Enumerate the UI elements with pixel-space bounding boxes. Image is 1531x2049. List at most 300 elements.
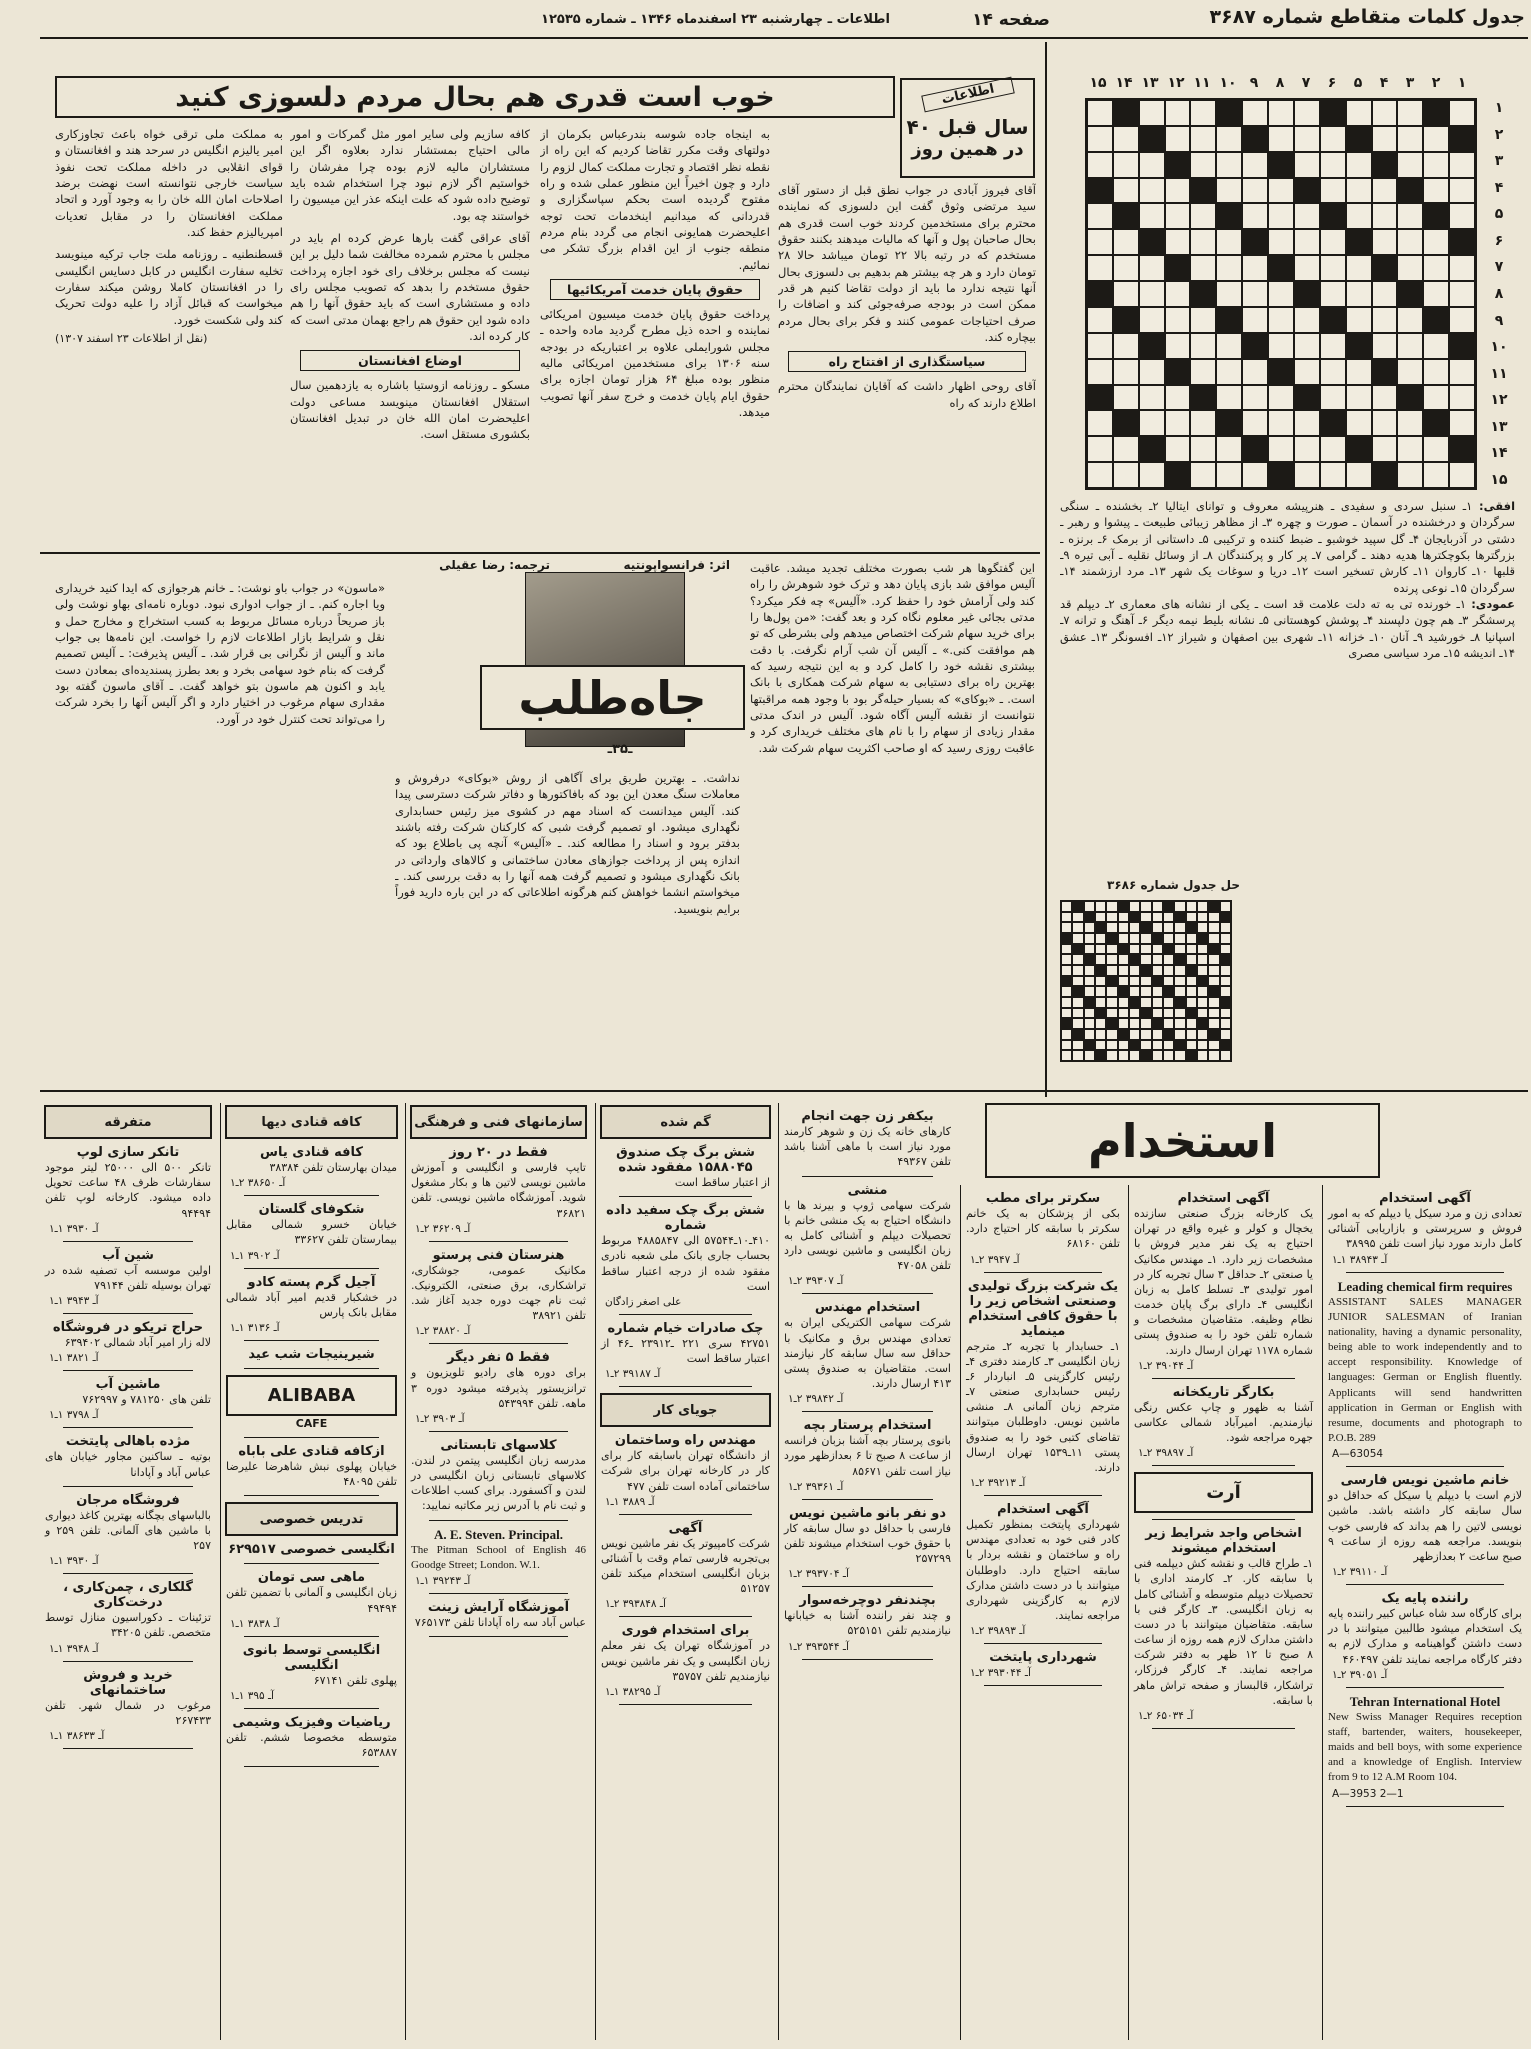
crossword-black-cell [1139, 126, 1165, 152]
crossword-cell[interactable] [1294, 410, 1320, 436]
crossword-cell[interactable] [1113, 385, 1139, 411]
crossword-cell[interactable] [1087, 255, 1113, 281]
crossword-cell[interactable] [1268, 229, 1294, 255]
header-rule [40, 37, 1528, 39]
article-col-3-text: کافه سازیم ولی سایر امور مثل گمرکات و امور مالی احتیاج بمستشار ندارد بعلاوه اگر این مستشاران مالیه لازم بوده چرا مفرشان را خواستیم اگر لازم نبود چرا استخدام شده باید توضیح داده شود که علت اینکه عذر این میسیون را خواستند چه بود. [290, 127, 530, 223]
crossword-cell[interactable] [1139, 152, 1165, 178]
crossword-cell[interactable] [1268, 385, 1294, 411]
crossword-cell[interactable] [1372, 203, 1398, 229]
solution-black-cell [1220, 954, 1231, 965]
solution-cell [1072, 933, 1083, 944]
classified-ad [406, 1248, 591, 1345]
solution-cell [1140, 1040, 1151, 1051]
solution-cell [1084, 1029, 1095, 1040]
crossword-cell[interactable] [1087, 152, 1113, 178]
crossword-cell[interactable] [1423, 462, 1449, 488]
crossword-cell[interactable] [1087, 333, 1113, 359]
classified-section-banner: جویای کار [600, 1393, 771, 1427]
solution-cell [1174, 901, 1185, 912]
crossword-cell[interactable] [1165, 281, 1191, 307]
crossword-cell[interactable] [1449, 462, 1475, 488]
crossword-cell[interactable] [1372, 410, 1398, 436]
solution-cell [1197, 944, 1208, 955]
crossword-cell[interactable] [1242, 255, 1268, 281]
crossword-cell[interactable] [1320, 152, 1346, 178]
crossword-cell[interactable] [1397, 203, 1423, 229]
classified-separator [1152, 1728, 1295, 1729]
crossword-cell[interactable] [1423, 281, 1449, 307]
classified-ad-body: از دانشگاه تهران باسابقه کار برای کار در کارخانه تهران برای شرکت ساختمانی آماده است تلفن ۴۷۷ [601, 1449, 770, 1493]
crossword-cell[interactable] [1320, 462, 1346, 488]
crossword-cell[interactable] [1294, 100, 1320, 126]
crossword-cell[interactable] [1294, 307, 1320, 333]
crossword-black-cell [1294, 178, 1320, 204]
solution-black-cell [1118, 986, 1129, 997]
crossword-cell[interactable] [1449, 203, 1475, 229]
crossword-cell[interactable] [1216, 229, 1242, 255]
crossword-cell[interactable] [1113, 152, 1139, 178]
crossword-cell[interactable] [1087, 126, 1113, 152]
classified-ad-body: مکانیک عمومی، جوشکاری، تراشکاری، برق صنعتی، الکترونیک. ثبت نام جهت دوره جدید آغاز شد. تلفن ۳۸۹۲۱ [411, 1263, 586, 1323]
crossword-cell[interactable] [1216, 385, 1242, 411]
solution-black-cell [1197, 1018, 1208, 1029]
crossword-cell[interactable] [1139, 100, 1165, 126]
solution-cell [1061, 1050, 1072, 1061]
crossword-cell[interactable] [1139, 385, 1165, 411]
solution-black-cell [1084, 912, 1095, 923]
crossword-cell[interactable] [1113, 462, 1139, 488]
crossword-cell[interactable] [1190, 307, 1216, 333]
classified-ad [1129, 1191, 1318, 1379]
article-bottom-rule [40, 552, 1040, 554]
crossword-cell[interactable] [1087, 436, 1113, 462]
solution-cell [1072, 965, 1083, 976]
crossword-cell[interactable] [1268, 410, 1294, 436]
crossword-cell[interactable] [1397, 462, 1423, 488]
crossword-cell[interactable] [1449, 307, 1475, 333]
crossword-cell[interactable] [1216, 152, 1242, 178]
crossword-cell[interactable] [1190, 462, 1216, 488]
classified-ad-title: مژده باهالی پایتخت [65, 1434, 191, 1450]
classified-ad [406, 1350, 591, 1432]
crossword-cell[interactable] [1087, 410, 1113, 436]
crossword-cell[interactable] [1423, 152, 1449, 178]
crossword-cell[interactable] [1397, 229, 1423, 255]
solution-cell [1208, 1008, 1219, 1019]
solution-cell [1061, 944, 1072, 955]
classified-ad-title: Leading chemical firm requires [1337, 1278, 1513, 1294]
crossword-cell[interactable] [1165, 203, 1191, 229]
crossword-cell[interactable] [1397, 152, 1423, 178]
solution-cell [1163, 976, 1174, 987]
crossword-cell[interactable] [1320, 359, 1346, 385]
crossword-col-number: ۹ [1249, 75, 1259, 91]
crossword-cell[interactable] [1216, 333, 1242, 359]
crossword-cell[interactable] [1423, 333, 1449, 359]
crossword-cell[interactable] [1113, 126, 1139, 152]
crossword-cell[interactable] [1397, 126, 1423, 152]
solution-cell [1084, 965, 1095, 976]
classified-ad [779, 1109, 956, 1177]
crossword-cell[interactable] [1113, 359, 1139, 385]
solution-black-cell [1118, 1029, 1129, 1040]
crossword-black-cell [1165, 462, 1191, 488]
crossword-cell[interactable] [1087, 203, 1113, 229]
crossword-cell[interactable] [1449, 281, 1475, 307]
crossword-cell[interactable] [1268, 307, 1294, 333]
classified-ad-title: آموزشگاه آرایش زینت [427, 1599, 570, 1615]
crossword-cell[interactable] [1165, 126, 1191, 152]
classified-ad-body: بالباسهای بچگانه بهترین کاغذ دیواری با ماشین های آلمانی. تلفن ۲۵۹ و ۲۵۷ [45, 1508, 211, 1553]
crossword-cell[interactable] [1320, 436, 1346, 462]
crossword-cell[interactable] [1139, 307, 1165, 333]
story-col-2: نداشت. ـ بهترین طریق برای آگاهی از روش «بوکای» درفروش و معاملات سنگ معدن این بود که بافاکتورها و دفاتر شرکت دسترسی پیدا کند. آلیس میدانست که اسناد مهم در کشوی میز رئیس حسابداری نگهداری میشود. او تصمیم گرفت شبی که کارکنان شرکت رفته باشند بدفتر برود و اسناد را مطالعه کند. ـ «آلیس» آنچه پی باطلاع بود که اندازه پس از پرداخت جوازهای معادن ساختمانی و کالاهای وارداتی در بانک نگهداری میشود و تصمیم گرفت همه آنها را به دقت بررسی کند. ـ میخواستم انشما خواهش کنم هرگونه اطلاعاتی که در این باره دارید فوراً برایم بنویسید. [395, 771, 740, 916]
crossword-cell[interactable] [1165, 436, 1191, 462]
crossword-cell[interactable] [1165, 307, 1191, 333]
crossword-cell[interactable] [1190, 152, 1216, 178]
classified-col-5 [595, 1103, 775, 2040]
crossword-cell[interactable] [1242, 359, 1268, 385]
crossword-cell[interactable] [1268, 203, 1294, 229]
crossword-cell[interactable] [1294, 203, 1320, 229]
crossword-cell[interactable] [1242, 307, 1268, 333]
classified-ad-title: شهرداری پایتخت [989, 1650, 1097, 1666]
classified-ad-body: در آموزشگاه تهران یک نفر معلم زبان انگلیسی و یک نفر ماشین نویس نیازمندیم تلفن ۳۵۷۵۷ [601, 1639, 770, 1683]
crossword-cell[interactable] [1190, 410, 1216, 436]
classified-ad-code: آـ ۳۹۳۰ ۱ـ۱ [49, 1222, 99, 1235]
crossword-cell[interactable] [1346, 178, 1372, 204]
crossword-cell[interactable] [1113, 255, 1139, 281]
crossword-cell[interactable] [1397, 410, 1423, 436]
crossword-cell[interactable] [1190, 359, 1216, 385]
classified-ad [40, 1434, 216, 1486]
crossword-cell[interactable] [1139, 410, 1165, 436]
crossword-cell[interactable] [1165, 229, 1191, 255]
crossword-cell[interactable] [1320, 281, 1346, 307]
crossword-cell[interactable] [1397, 436, 1423, 462]
crossword-cell[interactable] [1139, 255, 1165, 281]
crossword-grid[interactable] [1085, 98, 1477, 490]
solution-cell [1197, 954, 1208, 965]
crossword-cell[interactable] [1294, 462, 1320, 488]
crossword-cell[interactable] [1294, 436, 1320, 462]
crossword-black-cell [1190, 178, 1216, 204]
classified-ad-body: آشنا به ظهور و چاپ عکس رنگی نیازمندیم. امیرآباد شمالی عکاسی جهره مراجعه شود. [1134, 1400, 1313, 1445]
crossword-cell[interactable] [1139, 178, 1165, 204]
solution-cell [1152, 965, 1163, 976]
classified-ad [961, 1191, 1125, 1273]
crossword-cell[interactable] [1165, 385, 1191, 411]
classified-ad [779, 1418, 956, 1500]
crossword-cell[interactable] [1294, 255, 1320, 281]
crossword-cell[interactable] [1423, 359, 1449, 385]
solution-cell [1174, 1018, 1185, 1029]
crossword-cell[interactable] [1320, 333, 1346, 359]
crossword-cell[interactable] [1449, 255, 1475, 281]
crossword-cell[interactable] [1268, 100, 1294, 126]
crossword-cell[interactable] [1294, 229, 1320, 255]
crossword-cell[interactable] [1423, 229, 1449, 255]
crossword-cell[interactable] [1216, 178, 1242, 204]
classified-ad [779, 1593, 956, 1659]
crossword-cell[interactable] [1242, 410, 1268, 436]
crossword-cell[interactable] [1372, 281, 1398, 307]
solution-cell [1129, 1029, 1140, 1040]
solution-cell [1106, 901, 1117, 912]
solution-black-cell [1095, 1008, 1106, 1019]
crossword-cell[interactable] [1372, 333, 1398, 359]
crossword-cell[interactable] [1087, 359, 1113, 385]
crossword-cell[interactable] [1423, 385, 1449, 411]
crossword-cell[interactable] [1372, 100, 1398, 126]
crossword-cell[interactable] [1346, 359, 1372, 385]
classified-ad-title: فقط ۵ نفر دیگر [447, 1350, 550, 1366]
crossword-cell[interactable] [1113, 281, 1139, 307]
classified-ad [596, 1433, 775, 1515]
crossword-cell[interactable] [1113, 229, 1139, 255]
classified-ad-body: بانوی پرستار بچه آشنا بزبان فرانسه از ساعت ۸ صبح تا ۶ بعدازظهر مورد نیاز است تلفن ۸۵۶۷۱ [784, 1434, 952, 1478]
crossword-cell[interactable] [1423, 178, 1449, 204]
solution-cell [1220, 986, 1231, 997]
crossword-cell[interactable] [1268, 333, 1294, 359]
crossword-cell[interactable] [1423, 255, 1449, 281]
crossword-cell[interactable] [1242, 203, 1268, 229]
crossword-cell[interactable] [1242, 462, 1268, 488]
solution-cell [1072, 922, 1083, 933]
classified-ad-code: آـ ۳۹۰۲ ۱ـ۱ [230, 1249, 280, 1262]
classified-ad-code: آـ ۳۶۲۰۹ ۲ـ۱ [415, 1222, 471, 1235]
estekhdam-label: استخدام [1088, 1113, 1277, 1168]
crossword-cell[interactable] [1449, 359, 1475, 385]
crossword-cell[interactable] [1190, 333, 1216, 359]
solution-cell [1152, 997, 1163, 1008]
crossword-cell[interactable] [1113, 178, 1139, 204]
crossword-cell[interactable] [1268, 126, 1294, 152]
crossword-cell[interactable] [1216, 359, 1242, 385]
crossword-cell[interactable] [1346, 100, 1372, 126]
solution-cell [1220, 944, 1231, 955]
classified-ad [221, 1347, 402, 1369]
crossword-cell[interactable] [1087, 307, 1113, 333]
crossword-cell[interactable] [1216, 281, 1242, 307]
crossword-cell[interactable] [1397, 100, 1423, 126]
classified-ad-title: ALIBABA [226, 1375, 397, 1416]
crossword-cell[interactable] [1087, 229, 1113, 255]
solution-black-cell [1084, 954, 1095, 965]
classified-section-banner: متفرقه [44, 1105, 212, 1139]
classified-ad-code: آـ ۳۹۱۸۷ ۲ـ۱ [605, 1368, 661, 1381]
solution-cell [1095, 1040, 1106, 1051]
crossword-cell[interactable] [1294, 359, 1320, 385]
crossword-cell[interactable] [1372, 126, 1398, 152]
crossword-cell[interactable] [1190, 436, 1216, 462]
classified-ad-title: یک شرکت بزرگ تولیدی وصنعتی اشخاص زیر را با حقوق کافی استخدام مینماید [967, 1278, 1119, 1339]
classified-separator [63, 1427, 193, 1428]
classified-separator [429, 1636, 568, 1637]
crossword-col-number: ۱ [1457, 75, 1467, 91]
solution-cell [1129, 922, 1140, 933]
story-col-1: «ماسون» در جواب باو نوشت: ـ خانم هرجوازی که ایدا کنید خریداری ویا اجاره کنم. ـ از جواب ادواری نبود. دوباره نامه‌ای بهاو نوشت ولی باز صریحاً درباره مسائل مربوط به کسب استخراج و مخارج حمل و نقل و شرایط بازار اطلاعات لازم را خواست. این نامه‌ها بی جواب ماند و آلیس از نگرانی بی قرار شد. ـ آلیس پذیرفت: ـ آلیس تصمیم گرفت که بنام خود سهامی بخرد و بعد بطرز پسندیده‌ای بمعادن دست یابد و اکنون هم ماسون بتو خواهد گفت. ـ آقای ماسون گفته بود مقداری سهام مرغوب در اختیار دارد و اگر آلیس آنها را بخرد شرکت را می‌تواند تحت کنترل خود در آورد. [55, 581, 385, 726]
solution-cell [1084, 1018, 1095, 1029]
solution-cell [1163, 912, 1174, 923]
classified-separator [1346, 1466, 1504, 1467]
classified-ad-body: میدان بهارستان تلفن ۳۸۳۸۴ [269, 1161, 397, 1174]
classified-separator [802, 1499, 933, 1500]
classified-separator [1346, 1806, 1504, 1807]
crossword-cell[interactable] [1372, 178, 1398, 204]
solution-cell [1095, 944, 1106, 955]
crossword-cell[interactable] [1113, 333, 1139, 359]
crossword-cell[interactable] [1216, 126, 1242, 152]
crossword-cell[interactable] [1294, 152, 1320, 178]
crossword-cell[interactable] [1087, 462, 1113, 488]
classified-separator [429, 1431, 568, 1432]
crossword-cell[interactable] [1190, 100, 1216, 126]
crossword-cell[interactable] [1346, 255, 1372, 281]
crossword-cell[interactable] [1242, 100, 1268, 126]
crossword-cell[interactable] [1268, 436, 1294, 462]
crossword-black-cell [1346, 126, 1372, 152]
crossword-cell[interactable] [1139, 462, 1165, 488]
classified-ad-title: خرید و فروش ساختمانهای [83, 1667, 173, 1698]
crossword-cell[interactable] [1346, 152, 1372, 178]
crossword-cell[interactable] [1372, 229, 1398, 255]
solution-cell [1186, 1018, 1197, 1029]
crossword-black-cell [1372, 152, 1398, 178]
crossword-cell[interactable] [1242, 178, 1268, 204]
classified-ad-body: یک کارخانه بزرگ صنعتی سازنده یخچال و کولر و غیره واقع در تهران احتیاج به یک نفر مدیر فروش با مشخصات زیر دارد. ۱ـ مهندس مکانیک یا صنعتی ۲ـ حداقل ۳ سال تجربه کار در امور تولیدی ۳ـ تسلط کامل به زبان انگلیسی ۴ـ دارای برگ پایان خدمت نظام وظیفه. متقاضیان مشخصات و شماره تلفن خود را به صندوق پستی شماره ۱۱۷۸ تهران ارسال دارند. [1133, 1207, 1313, 1357]
solution-cell [1220, 1018, 1231, 1029]
crossword-cell[interactable] [1320, 126, 1346, 152]
crossword-cell[interactable] [1294, 126, 1320, 152]
crossword-cell[interactable] [1190, 255, 1216, 281]
crossword-cell[interactable] [1165, 178, 1191, 204]
crossword-cell[interactable] [1320, 229, 1346, 255]
classified-ad-code: آـ ۳۸۲۹۵ ۱ـ۱ [605, 1685, 661, 1698]
crossword-cell[interactable] [1346, 410, 1372, 436]
classified-ad-title: آگهی استخدام [1177, 1191, 1270, 1206]
classified-ad [40, 1580, 216, 1661]
classified-ad [221, 1715, 402, 1767]
crossword-cell[interactable] [1165, 100, 1191, 126]
solution-cell [1106, 1008, 1117, 1019]
crossword-cell[interactable] [1139, 203, 1165, 229]
classified-ad-body: از اعتبار ساقط است [674, 1176, 770, 1189]
crossword-cell[interactable] [1346, 385, 1372, 411]
classified-ad [40, 1493, 216, 1575]
crossword-cell[interactable] [1268, 178, 1294, 204]
crossword-cell[interactable] [1139, 359, 1165, 385]
solution-black-cell [1072, 901, 1083, 912]
crossword-cell[interactable] [1372, 385, 1398, 411]
crossword-cell[interactable] [1139, 281, 1165, 307]
crossword-cell[interactable] [1190, 229, 1216, 255]
crossword-black-cell [1372, 255, 1398, 281]
crossword-cell[interactable] [1113, 436, 1139, 462]
classified-ad-body: تایپ فارسی و انگلیسی و آموزش ماشین نویسی لاتین ها و بکار مشغول شوید. آموزشگاه ماشین نویسی. تلفن ۳۶۸۲۱ [411, 1161, 586, 1220]
crossword-cell[interactable] [1346, 281, 1372, 307]
crossword-cell[interactable] [1242, 385, 1268, 411]
classified-ad-body: بوتیه ـ ساکنین مجاور خیابان های عباس آباد و آپادانا [45, 1450, 211, 1479]
crossword-cell[interactable] [1268, 281, 1294, 307]
article-col-4 [55, 126, 283, 546]
crossword-cell[interactable] [1397, 359, 1423, 385]
crossword-cell[interactable] [1216, 436, 1242, 462]
crossword-cell[interactable] [1165, 333, 1191, 359]
crossword-cell[interactable] [1449, 410, 1475, 436]
solution-cell [1152, 912, 1163, 923]
solution-cell [1106, 986, 1117, 997]
classified-ad-code: آـ ۶۵۰۳۴ ۲ـ۱ [1138, 1709, 1194, 1722]
crossword-cell[interactable] [1449, 100, 1475, 126]
crossword-cell[interactable] [1190, 126, 1216, 152]
classified-ad-body: ۱ـ طراح قالب و نقشه کش دیپلمه فنی با سابقه کار. ۲ـ کارمند اداری با تحصیلات دیپلم متوسطه و آشنائی کامل به زبان انگلیسی. ۳ـ کارگر فنی با سابقه. متقاضیان میتوانند با در دست داشتن مدارک لازم همه روزه از ساعت ۸ صبح تا ۱۲ ظهر به دفتر شرکت مراجعه نمایند. ۴ـ کارگر فرزکار، تراشکار، قالبساز و صفحه تراش ماهر با سابقه. [1134, 1557, 1314, 1707]
solution-cell [1208, 997, 1219, 1008]
crossword-cell[interactable] [1242, 152, 1268, 178]
crossword-black-cell [1268, 152, 1294, 178]
crossword-cell[interactable] [1346, 462, 1372, 488]
solution-cell [1174, 933, 1185, 944]
crossword-cell[interactable] [1346, 307, 1372, 333]
solution-cell [1072, 954, 1083, 965]
crossword-cell[interactable] [1423, 126, 1449, 152]
crossword-cell[interactable] [1449, 152, 1475, 178]
crossword-cell[interactable] [1320, 255, 1346, 281]
crossword-cell[interactable] [1397, 255, 1423, 281]
crossword-cell[interactable] [1320, 385, 1346, 411]
classified-section-banner: تدریس خصوصی [225, 1502, 398, 1536]
classified-ad-code: آـ ۳۸۲۱ ۱ـ۱ [49, 1352, 99, 1365]
classified-ad [596, 1145, 775, 1197]
classified-separator [984, 1495, 1102, 1496]
article-col-3c-text: مسکو ـ روزنامه ازوستیا باشاره به یازدهمین سال استقلال افغانستان مینویسد مساعی دولت اعلیحضرت امان الله خان در تبدیل افغانستان بکشوری مستقل است. [290, 378, 530, 442]
classified-ad-body: کارهای خانه یک زن و شوهر کارمند مورد نیاز است با ماهی آشنا باشد تلفن ۴۹۳۶۷ [784, 1125, 951, 1169]
solution-cell [1061, 997, 1072, 1008]
crossword-cell[interactable] [1216, 462, 1242, 488]
crossword-col-number: ۴ [1379, 75, 1389, 91]
crossword-cell[interactable] [1449, 178, 1475, 204]
crossword-cell[interactable] [1423, 436, 1449, 462]
classified-ad-body: تعدادی زن و مرد سیکل یا دیپلم که به امور فروش و سرپرستی و بازاریابی آشنائی کامل دارند مورد نیاز است تلفن ۳۸۹۹۵ [1328, 1207, 1522, 1251]
classified-separator [63, 1241, 193, 1242]
crossword-row-number: ۹ [1494, 312, 1504, 329]
crossword-cell[interactable] [1397, 333, 1423, 359]
crossword-cell[interactable] [1087, 100, 1113, 126]
crossword-cell[interactable] [1397, 307, 1423, 333]
classified-ad-code: آـ ۳۹۳۰۴۴ ۲ـ۱ [970, 1667, 1031, 1680]
crossword-black-cell [1190, 385, 1216, 411]
crossword-cell[interactable] [1242, 281, 1268, 307]
crossword-cell[interactable] [1372, 436, 1398, 462]
crossword-cell[interactable] [1190, 203, 1216, 229]
crossword-cell[interactable] [1320, 178, 1346, 204]
crossword-col-number: ۱۲ [1167, 75, 1185, 91]
solution-cell [1061, 901, 1072, 912]
crossword-cell[interactable] [1294, 333, 1320, 359]
crossword-cell[interactable] [1346, 203, 1372, 229]
classified-ad-body: ASSISTANT SALES MANAGER JUNIOR SALESMAN of Iranian nationality, having a dynamic personality, being able to work independently and to accept responsibility. Knowledge of languages: German or English fluently. Applicants will send handwritten application in German or English with resume, documents and photograph to P.O.B. 289 [1328, 1295, 1522, 1445]
classified-ad-code: آـ ۳۸۳۸ ۱ـ۱ [230, 1617, 280, 1630]
classified-ad-title: شش برگ چک سفید داده شماره [606, 1203, 765, 1234]
classified-ad-body: تزئینات ـ دکوراسیون منازل توسط متخصص. تلفن ۳۴۲۰۵ [45, 1611, 211, 1640]
crossword-cell[interactable] [1372, 307, 1398, 333]
solution-cell [1186, 986, 1197, 997]
crossword-cell[interactable] [1165, 410, 1191, 436]
solution-cell [1186, 912, 1197, 923]
solution-cell [1208, 965, 1219, 976]
crossword-cell[interactable] [1449, 385, 1475, 411]
crossword-cell[interactable] [1216, 255, 1242, 281]
